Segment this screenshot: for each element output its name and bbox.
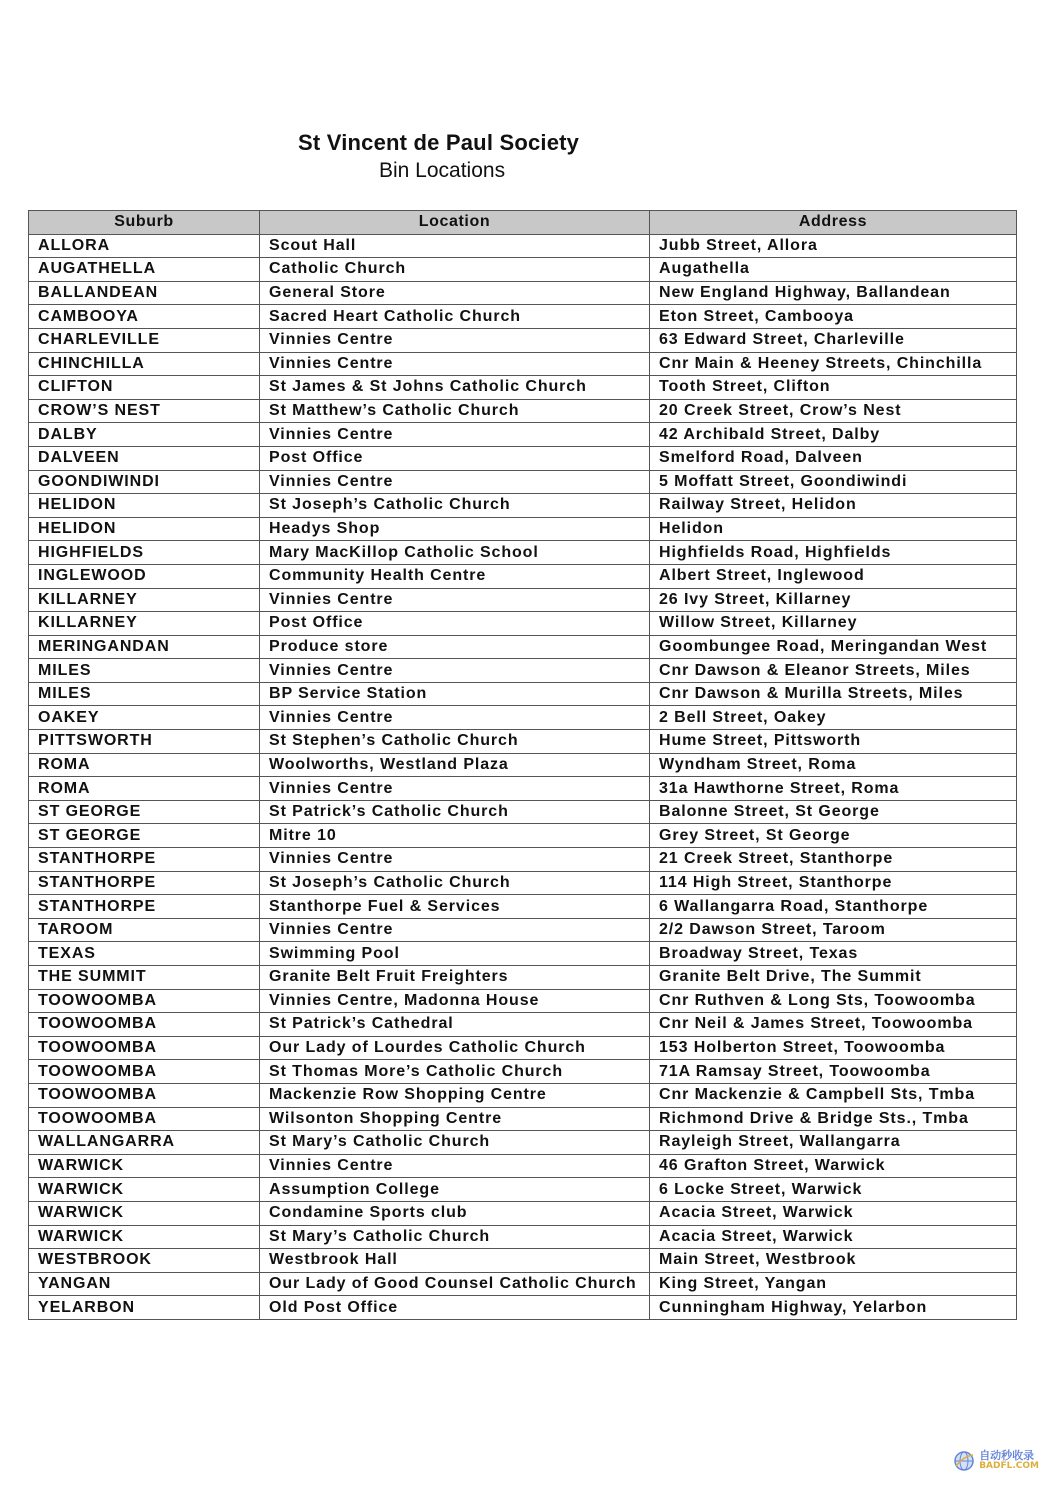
- table-row: [29, 659, 1017, 683]
- address-cell: 5 Moffatt Street, Goondiwindi: [650, 470, 1017, 494]
- document-title: St Vincent de Paul Society: [298, 130, 580, 155]
- table-row: [29, 730, 1017, 754]
- address-cell: 42 Archibald Street, Dalby: [650, 423, 1017, 447]
- location-cell: Vinnies Centre: [260, 352, 650, 376]
- address-cell: Eton Street, Cambooya: [650, 305, 1017, 329]
- suburb-cell: WESTBROOK: [29, 1249, 260, 1273]
- table-row: [29, 258, 1017, 282]
- location-cell: Mary MacKillop Catholic School: [260, 541, 650, 565]
- address-cell: 21 Creek Street, Stanthorpe: [650, 848, 1017, 872]
- suburb-cell: GOONDIWINDI: [29, 470, 260, 494]
- address-cell: Richmond Drive & Bridge Sts., Tmba: [650, 1107, 1017, 1131]
- table-header: [29, 211, 1017, 235]
- address-cell: Highfields Road, Highfields: [650, 541, 1017, 565]
- table-row: [29, 682, 1017, 706]
- table-row: [29, 942, 1017, 966]
- suburb-cell: CHINCHILLA: [29, 352, 260, 376]
- table-row: [29, 376, 1017, 400]
- table-row: [29, 517, 1017, 541]
- address-cell: Acacia Street, Warwick: [650, 1225, 1017, 1249]
- table-row: [29, 328, 1017, 352]
- address-cell: 63 Edward Street, Charleville: [650, 328, 1017, 352]
- column-header-address: Address: [650, 211, 1017, 235]
- watermark-cn-text: 自动秒收录: [979, 1449, 1035, 1462]
- location-cell: Vinnies Centre: [260, 423, 650, 447]
- address-cell: Wyndham Street, Roma: [650, 753, 1017, 777]
- table-row: [29, 1036, 1017, 1060]
- table-row: [29, 399, 1017, 423]
- location-cell: St Patrick’s Cathedral: [260, 1013, 650, 1037]
- address-cell: Rayleigh Street, Wallangarra: [650, 1131, 1017, 1155]
- location-cell: Swimming Pool: [260, 942, 650, 966]
- address-cell: Willow Street, Killarney: [650, 612, 1017, 636]
- table-row: [29, 494, 1017, 518]
- location-cell: Catholic Church: [260, 258, 650, 282]
- suburb-cell: WARWICK: [29, 1225, 260, 1249]
- bin-locations-table: [28, 210, 1017, 1320]
- table-row: [29, 918, 1017, 942]
- header-row: [29, 211, 1017, 235]
- location-cell: Vinnies Centre: [260, 918, 650, 942]
- table-row: [29, 1178, 1017, 1202]
- table-row: [29, 824, 1017, 848]
- table-row: [29, 352, 1017, 376]
- location-cell: St Matthew’s Catholic Church: [260, 399, 650, 423]
- suburb-cell: WALLANGARRA: [29, 1131, 260, 1155]
- column-header-location: Location: [260, 211, 650, 235]
- table-row: [29, 1131, 1017, 1155]
- location-cell: St Joseph’s Catholic Church: [260, 494, 650, 518]
- suburb-cell: PITTSWORTH: [29, 730, 260, 754]
- suburb-cell: CAMBOOYA: [29, 305, 260, 329]
- table-row: [29, 564, 1017, 588]
- address-cell: 31a Hawthorne Street, Roma: [650, 777, 1017, 801]
- suburb-cell: STANTHORPE: [29, 895, 260, 919]
- table-row: [29, 1249, 1017, 1273]
- suburb-cell: TEXAS: [29, 942, 260, 966]
- location-cell: Stanthorpe Fuel & Services: [260, 895, 650, 919]
- suburb-cell: WARWICK: [29, 1178, 260, 1202]
- location-cell: Our Lady of Good Counsel Catholic Church: [260, 1272, 650, 1296]
- table-row: [29, 871, 1017, 895]
- suburb-cell: ROMA: [29, 753, 260, 777]
- table-row: [29, 423, 1017, 447]
- location-cell: Woolworths, Westland Plaza: [260, 753, 650, 777]
- table-row: [29, 1013, 1017, 1037]
- suburb-cell: CROW’S NEST: [29, 399, 260, 423]
- table-row: [29, 1107, 1017, 1131]
- address-cell: Augathella: [650, 258, 1017, 282]
- address-cell: Cnr Dawson & Murilla Streets, Miles: [650, 682, 1017, 706]
- table-row: [29, 1201, 1017, 1225]
- address-cell: 20 Creek Street, Crow’s Nest: [650, 399, 1017, 423]
- table-row: [29, 966, 1017, 990]
- location-cell: Wilsonton Shopping Centre: [260, 1107, 650, 1131]
- suburb-cell: DALBY: [29, 423, 260, 447]
- location-cell: Assumption College: [260, 1178, 650, 1202]
- suburb-cell: TOOWOOMBA: [29, 1060, 260, 1084]
- address-cell: Smelford Road, Dalveen: [650, 446, 1017, 470]
- location-cell: Sacred Heart Catholic Church: [260, 305, 650, 329]
- suburb-cell: HIGHFIELDS: [29, 541, 260, 565]
- location-cell: St Joseph’s Catholic Church: [260, 871, 650, 895]
- location-cell: St James & St Johns Catholic Church: [260, 376, 650, 400]
- address-cell: 46 Grafton Street, Warwick: [650, 1154, 1017, 1178]
- suburb-cell: STANTHORPE: [29, 848, 260, 872]
- address-cell: Helidon: [650, 517, 1017, 541]
- suburb-cell: BALLANDEAN: [29, 281, 260, 305]
- address-cell: 6 Wallangarra Road, Stanthorpe: [650, 895, 1017, 919]
- suburb-cell: WARWICK: [29, 1154, 260, 1178]
- suburb-cell: YELARBON: [29, 1296, 260, 1320]
- suburb-cell: TOOWOOMBA: [29, 1013, 260, 1037]
- address-cell: Broadway Street, Texas: [650, 942, 1017, 966]
- location-cell: Condamine Sports club: [260, 1201, 650, 1225]
- address-cell: Goombungee Road, Meringandan West: [650, 635, 1017, 659]
- address-cell: Hume Street, Pittsworth: [650, 730, 1017, 754]
- location-cell: Vinnies Centre: [260, 588, 650, 612]
- location-cell: St Stephen’s Catholic Church: [260, 730, 650, 754]
- location-cell: Vinnies Centre: [260, 1154, 650, 1178]
- table-row: [29, 706, 1017, 730]
- suburb-cell: HELIDON: [29, 517, 260, 541]
- table-row: [29, 1154, 1017, 1178]
- address-cell: 153 Holberton Street, Toowoomba: [650, 1036, 1017, 1060]
- suburb-cell: MILES: [29, 659, 260, 683]
- suburb-cell: INGLEWOOD: [29, 564, 260, 588]
- location-cell: Produce store: [260, 635, 650, 659]
- address-cell: Cunningham Highway, Yelarbon: [650, 1296, 1017, 1320]
- suburb-cell: AUGATHELLA: [29, 258, 260, 282]
- location-cell: Mitre 10: [260, 824, 650, 848]
- suburb-cell: DALVEEN: [29, 446, 260, 470]
- address-cell: 26 Ivy Street, Killarney: [650, 588, 1017, 612]
- address-cell: Albert Street, Inglewood: [650, 564, 1017, 588]
- suburb-cell: TOOWOOMBA: [29, 989, 260, 1013]
- suburb-cell: ALLORA: [29, 234, 260, 258]
- table-row: [29, 541, 1017, 565]
- location-cell: BP Service Station: [260, 682, 650, 706]
- table-row: [29, 777, 1017, 801]
- suburb-cell: STANTHORPE: [29, 871, 260, 895]
- suburb-cell: WARWICK: [29, 1201, 260, 1225]
- table-row: [29, 234, 1017, 258]
- table-row: [29, 989, 1017, 1013]
- column-header-suburb: Suburb: [29, 211, 260, 235]
- address-cell: 71A Ramsay Street, Toowoomba: [650, 1060, 1017, 1084]
- address-cell: 2 Bell Street, Oakey: [650, 706, 1017, 730]
- table-row: [29, 612, 1017, 636]
- table-row: [29, 848, 1017, 872]
- address-cell: New England Highway, Ballandean: [650, 281, 1017, 305]
- suburb-cell: THE SUMMIT: [29, 966, 260, 990]
- location-cell: Vinnies Centre: [260, 706, 650, 730]
- table-row: [29, 1225, 1017, 1249]
- table-row: [29, 800, 1017, 824]
- suburb-cell: YANGAN: [29, 1272, 260, 1296]
- location-cell: Post Office: [260, 612, 650, 636]
- address-cell: Cnr Main & Heeney Streets, Chinchilla: [650, 352, 1017, 376]
- address-cell: Cnr Dawson & Eleanor Streets, Miles: [650, 659, 1017, 683]
- table-row: [29, 588, 1017, 612]
- suburb-cell: ST GEORGE: [29, 800, 260, 824]
- address-cell: Balonne Street, St George: [650, 800, 1017, 824]
- location-cell: Scout Hall: [260, 234, 650, 258]
- address-cell: Cnr Ruthven & Long Sts, Toowoomba: [650, 989, 1017, 1013]
- suburb-cell: OAKEY: [29, 706, 260, 730]
- location-cell: Headys Shop: [260, 517, 650, 541]
- address-cell: Cnr Neil & James Street, Toowoomba: [650, 1013, 1017, 1037]
- suburb-cell: MILES: [29, 682, 260, 706]
- address-cell: 2/2 Dawson Street, Taroom: [650, 918, 1017, 942]
- location-cell: Granite Belt Fruit Freighters: [260, 966, 650, 990]
- location-cell: Vinnies Centre: [260, 470, 650, 494]
- table-row: [29, 753, 1017, 777]
- location-cell: Post Office: [260, 446, 650, 470]
- suburb-cell: ST GEORGE: [29, 824, 260, 848]
- suburb-cell: TOOWOOMBA: [29, 1083, 260, 1107]
- location-cell: Vinnies Centre: [260, 777, 650, 801]
- table-row: [29, 1060, 1017, 1084]
- location-cell: St Patrick’s Catholic Church: [260, 800, 650, 824]
- location-cell: Westbrook Hall: [260, 1249, 650, 1273]
- suburb-cell: KILLARNEY: [29, 612, 260, 636]
- suburb-cell: HELIDON: [29, 494, 260, 518]
- location-cell: St Mary’s Catholic Church: [260, 1131, 650, 1155]
- suburb-cell: TAROOM: [29, 918, 260, 942]
- suburb-cell: CLIFTON: [29, 376, 260, 400]
- address-cell: 6 Locke Street, Warwick: [650, 1178, 1017, 1202]
- location-cell: Vinnies Centre, Madonna House: [260, 989, 650, 1013]
- location-cell: Mackenzie Row Shopping Centre: [260, 1083, 650, 1107]
- location-cell: General Store: [260, 281, 650, 305]
- suburb-cell: TOOWOOMBA: [29, 1036, 260, 1060]
- suburb-cell: CHARLEVILLE: [29, 328, 260, 352]
- suburb-cell: TOOWOOMBA: [29, 1107, 260, 1131]
- table-row: [29, 281, 1017, 305]
- document-subtitle: Bin Locations: [379, 159, 506, 182]
- address-cell: Jubb Street, Allora: [650, 234, 1017, 258]
- location-cell: St Thomas More’s Catholic Church: [260, 1060, 650, 1084]
- location-cell: Vinnies Centre: [260, 659, 650, 683]
- address-cell: King Street, Yangan: [650, 1272, 1017, 1296]
- location-cell: Vinnies Centre: [260, 848, 650, 872]
- location-cell: Vinnies Centre: [260, 328, 650, 352]
- watermark-en-text: BADFL.COM: [979, 1461, 1039, 1471]
- address-cell: Granite Belt Drive, The Summit: [650, 966, 1017, 990]
- address-cell: Main Street, Westbrook: [650, 1249, 1017, 1273]
- suburb-cell: ROMA: [29, 777, 260, 801]
- table-row: [29, 895, 1017, 919]
- address-cell: Tooth Street, Clifton: [650, 376, 1017, 400]
- watermark: [953, 1450, 1039, 1472]
- address-cell: Grey Street, St George: [650, 824, 1017, 848]
- address-cell: 114 High Street, Stanthorpe: [650, 871, 1017, 895]
- location-cell: Our Lady of Lourdes Catholic Church: [260, 1036, 650, 1060]
- table-body: [29, 234, 1017, 1319]
- address-cell: Acacia Street, Warwick: [650, 1201, 1017, 1225]
- address-cell: Cnr Mackenzie & Campbell Sts, Tmba: [650, 1083, 1017, 1107]
- location-cell: Old Post Office: [260, 1296, 650, 1320]
- globe-logo-icon: [953, 1450, 975, 1472]
- table-row: [29, 305, 1017, 329]
- table-row: [29, 1296, 1017, 1320]
- table-row: [29, 470, 1017, 494]
- table-row: [29, 446, 1017, 470]
- location-cell: Community Health Centre: [260, 564, 650, 588]
- location-cell: St Mary’s Catholic Church: [260, 1225, 650, 1249]
- suburb-cell: MERINGANDAN: [29, 635, 260, 659]
- table-row: [29, 1083, 1017, 1107]
- table-row: [29, 635, 1017, 659]
- table-row: [29, 1272, 1017, 1296]
- address-cell: Railway Street, Helidon: [650, 494, 1017, 518]
- suburb-cell: KILLARNEY: [29, 588, 260, 612]
